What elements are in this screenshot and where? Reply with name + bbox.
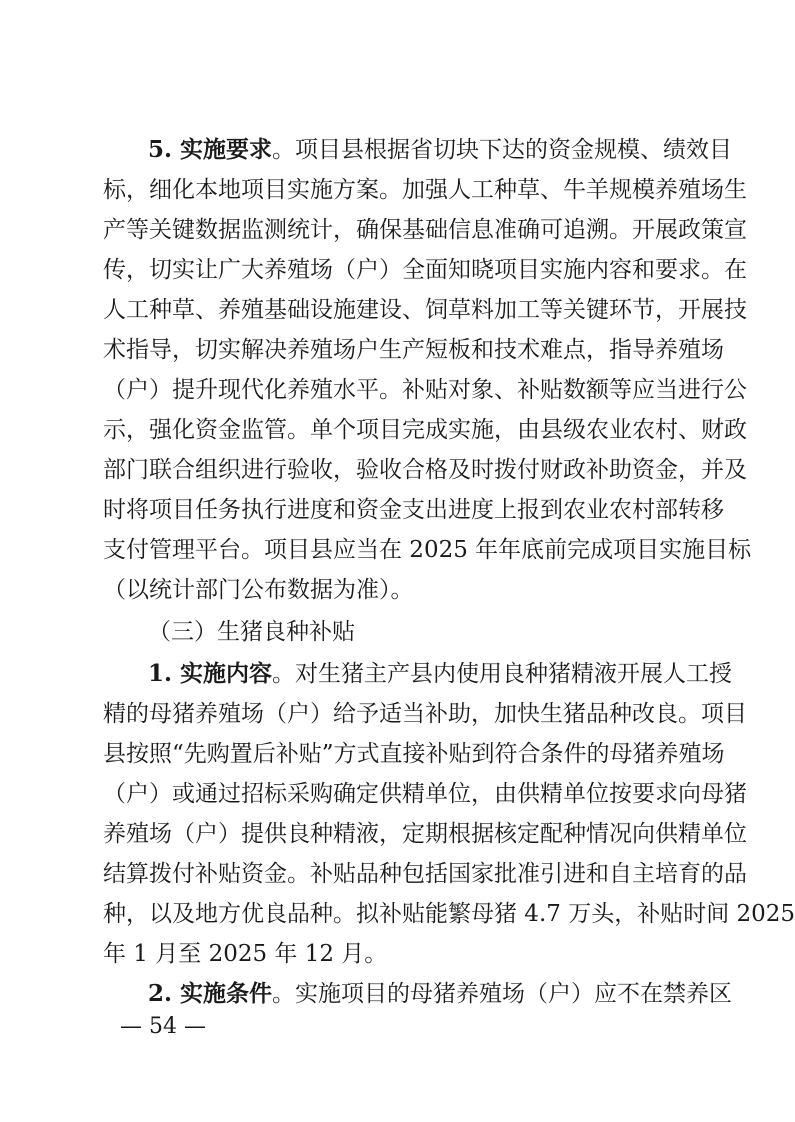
section-heading: （三）生猪良种补贴 [148, 619, 355, 645]
paragraph-1-line-7: 种，以及地方优良品种。拟补贴能繁母猪 4.7 万头，补贴时间 2025 [103, 901, 795, 927]
paragraph-5-line-6: 术指导，切实解决养殖场户生产短板和技术难点，指导养殖场 [103, 337, 724, 363]
paragraph-5-line-2: 标，细化本地项目实施方案。加强人工种草、牛羊规模养殖场生 [103, 177, 747, 203]
paragraph-5-line-1 [148, 130, 733, 170]
paragraph-1-line-8: 年 1 月至 2025 年 12 月。 [103, 941, 388, 967]
paragraph-1-first-rest: 。对生猪主产县内使用良种猪精液开展人工授 [272, 661, 733, 687]
paragraph-2-lead: 2. 实施条件 [148, 980, 273, 1007]
paragraph-1-line-5: 养殖场（户）提供良种精液，定期根据核定配种情况向供精单位 [103, 821, 747, 847]
paragraph-2-line-1 [148, 974, 733, 1014]
paragraph-1-line-1 [148, 654, 733, 694]
paragraph-5-line-4: 传，切实让广大养殖场（户）全面知晓项目实施内容和要求。在 [103, 257, 747, 283]
paragraph-1-line-6: 结算拨付补贴资金。补贴品种包括国家批准引进和自主培育的品 [103, 861, 747, 887]
paragraph-5-line-10: 时将项目任务执行进度和资金支出进度上报到农业农村部转移 [103, 497, 724, 523]
paragraph-5-line-5: 人工种草、养殖基础设施建设、饲草料加工等关键环节，开展技 [103, 297, 747, 323]
paragraph-1-line-2: 精的母猪养殖场（户）给予适当补助，加快生猪品种改良。项目 [103, 701, 747, 727]
paragraph-5-line-3: 产等关键数据监测统计，确保基础信息准确可追溯。开展政策宣 [103, 217, 747, 243]
paragraph-1-line-4: （户）或通过招标采购确定供精单位，由供精单位按要求向母猪 [103, 781, 747, 807]
paragraph-1-line-3: 县按照“先购置后补贴”方式直接补贴到符合条件的母猪养殖场 [103, 741, 725, 767]
paragraph-2-first-rest: 。实施项目的母猪养殖场（户）应不在禁养区 [272, 981, 733, 1007]
paragraph-5-line-7: （户）提升现代化养殖水平。补贴对象、补贴数额等应当进行公 [103, 377, 747, 403]
paragraph-5-lead: 5. 实施要求 [148, 136, 273, 163]
paragraph-5-first-rest: 。项目县根据省切块下达的资金规模、绩效目 [272, 137, 733, 163]
paragraph-5-line-9: 部门联合组织进行验收，验收合格及时拨付财政补助资金，并及 [103, 457, 747, 483]
paragraph-5-line-12: （以统计部门公布数据为准）。 [103, 577, 414, 603]
page-number: — 54 — [120, 1014, 206, 1039]
paragraph-5-line-8: 示，强化资金监管。单个项目完成实施，由县级农业农村、财政 [103, 417, 747, 443]
paragraph-1-lead: 1. 实施内容 [148, 660, 273, 687]
paragraph-5-line-11: 支付管理平台。项目县应当在 2025 年年底前完成项目实施目标 [103, 537, 752, 563]
